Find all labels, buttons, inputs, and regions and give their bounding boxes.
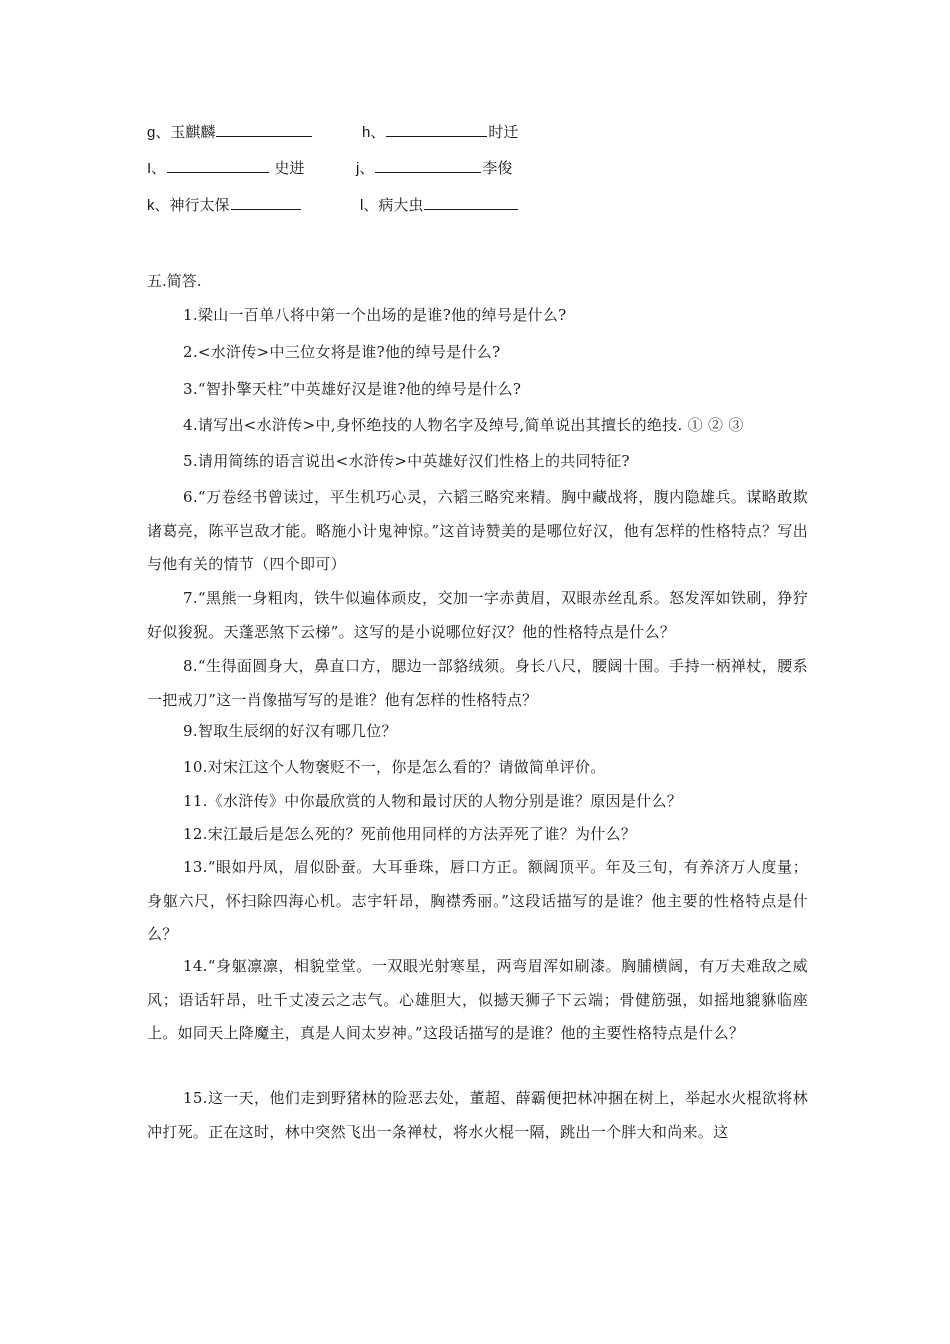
fill-item xyxy=(147,193,302,218)
question: 5.请用简练的语言说出<水浒传>中英雄好汉们性格上的共同特征? xyxy=(183,452,630,470)
question: 4.请写出<水浒传>中,身怀绝技的人物名字及绰号,简单说出其擅长的绝技. ① ② ③ xyxy=(183,416,744,434)
fill-suffix: 史进 xyxy=(270,160,305,177)
question: 3.“智扑擎天柱”中英雄好汉是谁?他的绰号是什么? xyxy=(183,380,522,398)
fill-item xyxy=(360,193,519,218)
fill-suffix: 时迁 xyxy=(488,124,519,141)
answer-blank[interactable] xyxy=(386,120,487,137)
question: 10.对宋江这个人物褒贬不一，你是怎么看的？请做简单评价。 xyxy=(183,758,606,776)
question: 1.梁山一百单八将中第一个出场的是谁?他的绰号是什么? xyxy=(183,306,567,324)
answer-blank[interactable] xyxy=(231,193,301,210)
fill-prefix: k、神行太保 xyxy=(147,197,230,214)
fill-prefix: g、玉麒麟 xyxy=(147,124,216,141)
fill-prefix: I、 xyxy=(147,160,167,177)
answer-blank[interactable] xyxy=(375,156,481,173)
fill-item xyxy=(362,120,518,145)
answer-blank[interactable] xyxy=(424,193,518,210)
question: 12.宋江最后是怎么死的？死前他用同样的方法弄死了谁？为什么？ xyxy=(183,825,637,843)
question: 2.<水浒传>中三位女将是谁?他的绰号是什么? xyxy=(183,343,501,361)
question: 8.“生得面圆身大，鼻直口方，腮边一部貉绒须。身长八尺，腰阔十围。手持一柄禅杖，腰系一把戒刀”这一肖像描写写的是谁？他有怎样的性格特点？ xyxy=(147,657,808,709)
fill-prefix: j、 xyxy=(356,160,375,177)
question: 13.“眼如丹凤，眉似卧蚕。大耳垂珠，唇口方正。额阔顶平。年及三旬，有养济万人度量；身躯六尺，怀扫除四海心机。志宇轩昂，胸襟秀丽。”这段话描写的是谁？他主要的性格特点是什么？ xyxy=(147,858,808,943)
fill-prefix: l、病大虫 xyxy=(360,197,424,214)
question: 11.《水浒传》中你最欣赏的人物和最讨厌的人物分别是谁？原因是什么？ xyxy=(183,792,683,810)
question: 6.“万卷经书曾读过，平生机巧心灵，六韬三略究来精。胸中藏战将，腹内隐雄兵。谋略敢欺诸葛亮，陈平岂敌才能。略施小计鬼神惊。”这首诗赞美的是哪位好汉，他有怎样的性格特点？写出与他有关的情节（四个即可） xyxy=(147,488,808,573)
section-heading: 五.简答. xyxy=(147,272,202,290)
answer-blank[interactable] xyxy=(216,120,312,137)
question: 9.智取生辰纲的好汉有哪几位？ xyxy=(183,722,397,740)
fill-prefix: h、 xyxy=(362,124,386,141)
fill-item xyxy=(356,156,512,181)
question: 7.“黑熊一身粗肉，铁牛似遍体顽皮，交加一字赤黄眉，双眼赤丝乱系。怒发浑如铁刷，狰狞好似狻猊。天蓬恶煞下云梯”。这写的是小说哪位好汉？他的性格特点是什么？ xyxy=(147,589,808,641)
question: 14.“身躯凛凛，相貌堂堂。一双眼光射寒星，两弯眉浑如刷漆。胸脯横阔，有万夫难敌之威风；语话轩昂，吐千丈凌云之志气。心雄胆大，似撼天狮子下云端；骨健筋强，如摇地貔貅临座上。如同天上降魔主，真是人间太岁神。”这段话描写的是谁？他的主要性格特点是什么？ xyxy=(147,957,808,1042)
fill-suffix: 李俊 xyxy=(482,160,513,177)
fill-item xyxy=(147,120,313,145)
answer-blank[interactable] xyxy=(167,156,269,173)
fill-item xyxy=(147,156,304,181)
question: 15.这一天，他们走到野猪林的险恶去处，董超、薛霸便把林冲捆在树上，举起水火棍欲将林冲打死。正在这时，林中突然飞出一条禅杖，将水火棍一隔，跳出一个胖大和尚来。这 xyxy=(147,1089,808,1141)
